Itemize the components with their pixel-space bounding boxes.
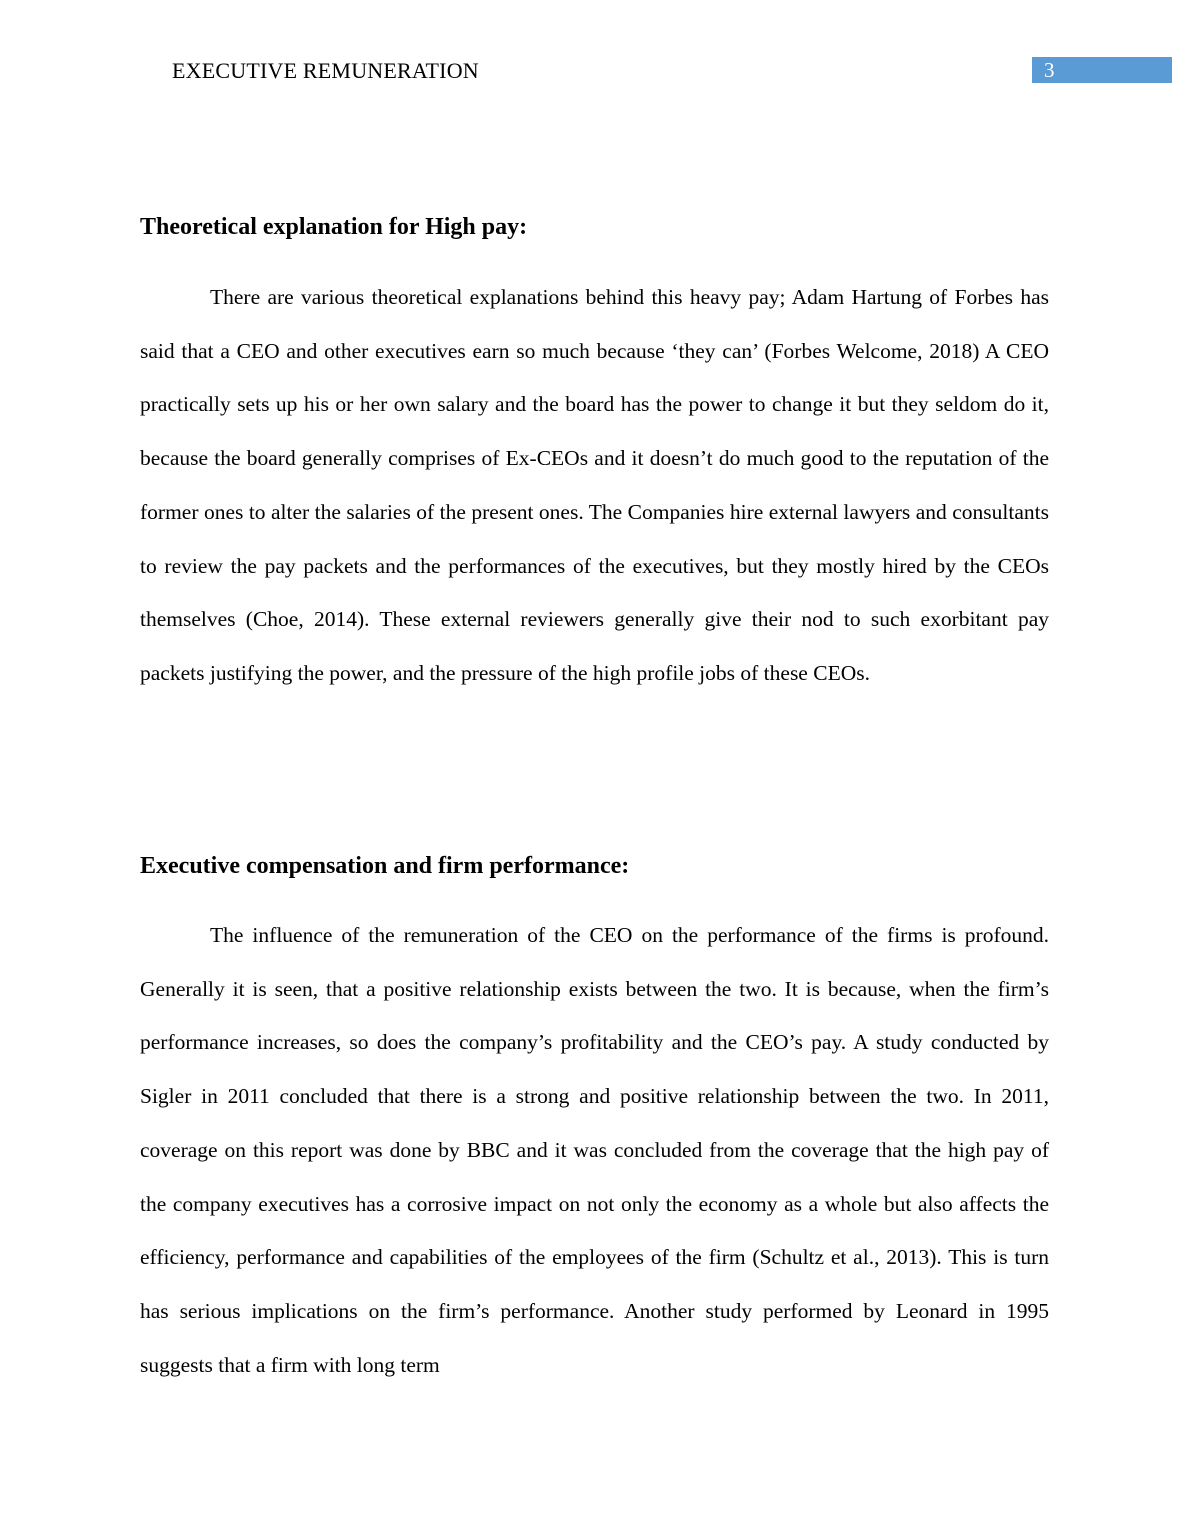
section-heading: Theoretical explanation for High pay: [140, 214, 528, 240]
section-paragraph: The influence of the remuneration of the CEO on the performance of the firms is profound. Generally it is seen, that a positive relationship exists between the two. It is because, when the firm’s performance increases, so does the company’s profitability and the CEO’s pay. A study conducted by Sigler in 2011 concluded that there is a strong and positive relationship between the two. In 2011, coverage on this report was done by BBC and it was concluded from the coverage that the high pay of the company executives has a corrosive impact on not only the economy as a whole but also affects the efficiency, performance and capabilities of the employees of the firm (Schultz et al., 2013). This is turn has serious implications on the firm’s performance. Another study performed by Leonard in 1995 suggests that a firm with long term [140, 923, 1049, 1377]
page-number: 3 [1044, 58, 1055, 82]
running-header-title: EXECUTIVE REMUNERATION [172, 58, 479, 83]
section-paragraph: There are various theoretical explanations behind this heavy pay; Adam Hartung of Forbes has said that a CEO and other executives earn so much because ‘they can’ (Forbes Welcome, 2018) A CEO practically sets up his or her own salary and the board has the power to change it but they seldom do it, because the board generally comprises of Ex-CEOs and it doesn’t do much good to the reputation of the former ones to alter the salaries of the present ones. The Companies hire external lawyers and consultants to review the pay packets and the performances of the executives, but they mostly hired by the CEOs themselves (Choe, 2014). These external reviewers generally give their nod to such exorbitant pay packets justifying the power, and the pressure of the high profile jobs of these CEOs. [140, 285, 1049, 685]
section-executive-compensation [140, 851, 1049, 1392]
section-theoretical-explanation [140, 212, 1049, 701]
section-heading: Executive compensation and firm performance: [140, 853, 630, 879]
page-number-badge [1032, 57, 1172, 83]
